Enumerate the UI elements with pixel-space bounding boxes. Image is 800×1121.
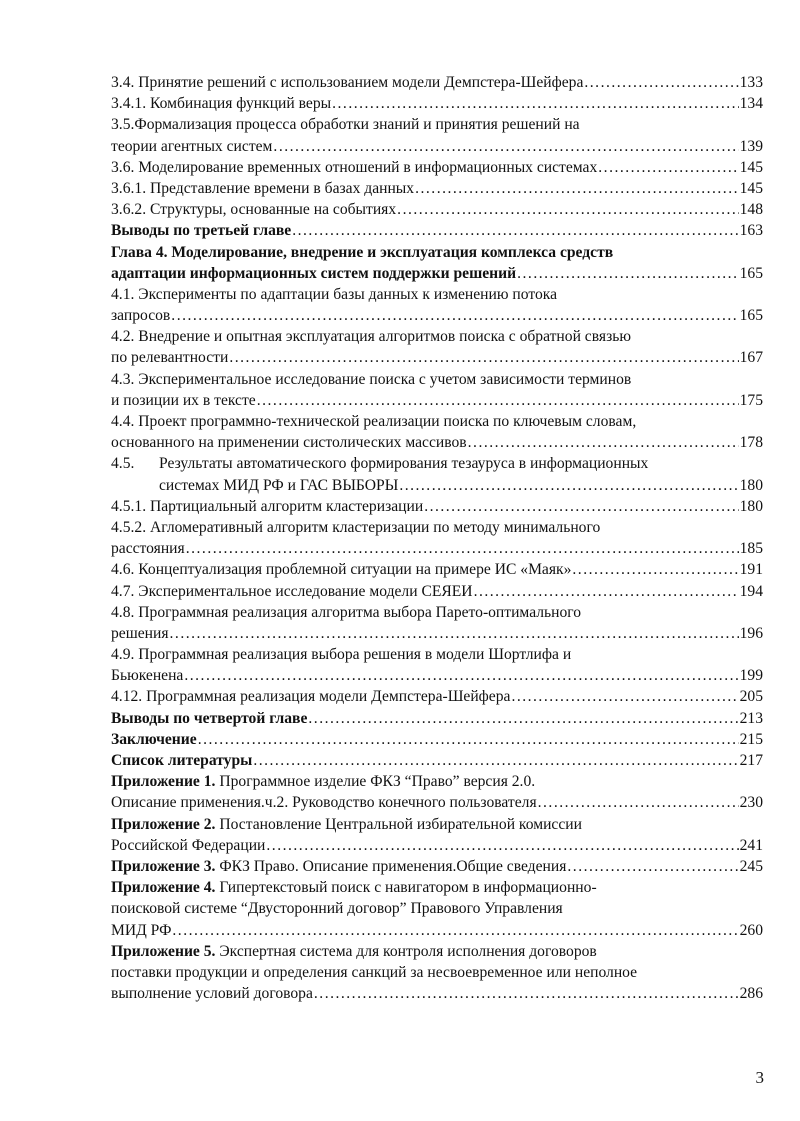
dot-leader: [257, 390, 739, 411]
toc-entry-lead: Приложение 5.: [111, 942, 216, 960]
toc-page-number: 134: [739, 95, 763, 113]
toc-page-number: 241: [739, 836, 763, 854]
toc-entry: [111, 157, 763, 178]
page-number: 3: [755, 1068, 764, 1087]
toc-entry: [111, 941, 763, 1005]
toc-entry: [111, 686, 763, 707]
dot-leader: [397, 199, 738, 220]
dot-leader: [253, 750, 738, 771]
dot-leader: [273, 136, 738, 157]
toc-entry-title: 3.4. Принятие решений с использованием модели Демпстера-Шейфера: [111, 74, 584, 91]
toc-entry-title: 4.4. Проект программно-технической реализации поиска по ключевым словам,: [111, 413, 637, 430]
toc-entry: [111, 559, 763, 580]
toc-entry-title: 4.1. Эксперименты по адаптации базы данных к изменению потока: [111, 285, 558, 303]
toc-page-number: 165: [739, 307, 763, 325]
dot-leader: [517, 263, 738, 284]
toc-page-number: 196: [739, 624, 763, 642]
toc-entry-title: Результаты автоматического формирования тезауруса в информационных: [159, 455, 649, 473]
toc-entry-title: 3.4.1. Комбинация функций веры: [111, 95, 332, 113]
toc-page-number: 205: [739, 688, 763, 706]
toc-entry: [111, 771, 763, 813]
toc-entry: [111, 72, 763, 93]
dot-leader: [538, 792, 739, 813]
toc-entry: [111, 581, 763, 602]
dot-leader: [170, 623, 739, 644]
toc-entry-title: основанного на применении систолических массивов: [111, 434, 467, 452]
toc-page-number: 213: [739, 709, 763, 727]
dot-leader: [474, 581, 739, 602]
toc-entry-title: 4.5.2. Агломеративный алгоритм кластеризации по методу минимального: [111, 518, 601, 536]
toc-page-number: 180: [739, 497, 763, 515]
toc-entry-title: Выводы по четвертой главе: [111, 709, 308, 727]
dot-leader: [399, 475, 738, 496]
toc-page-number: 199: [739, 667, 763, 685]
toc-page-number: 167: [739, 349, 763, 367]
toc-entry: [111, 602, 763, 644]
toc-entry-title: Описание применения.ч.2. Руководство конечного пользователя: [111, 794, 537, 812]
toc-entry: [111, 178, 763, 199]
dot-leader: [266, 835, 738, 856]
toc-entry: [111, 453, 763, 495]
toc-entry-title: 4.6. Концептуализация проблемной ситуации на примере ИС «Маяк»: [111, 561, 572, 579]
dot-leader: [567, 856, 738, 877]
toc-entry: [111, 729, 763, 750]
toc-page-number: 245: [739, 857, 763, 875]
toc-page-number: 178: [739, 434, 763, 452]
dot-leader: [198, 729, 739, 750]
toc-entry-lead: Приложение 3.: [111, 857, 216, 875]
toc-entry-title: адаптации информационных систем поддержки решений: [111, 264, 517, 282]
toc-entry-title: 4.7. Экспериментальное исследование модели СЕЯЕИ: [111, 582, 473, 600]
toc-entry: [111, 496, 763, 517]
toc-entry: [111, 517, 763, 559]
toc-entry-title: 4.12. Программная реализация модели Демпстера-Шейфера: [111, 688, 511, 706]
dot-leader: [172, 920, 738, 941]
toc-entry: [111, 750, 763, 771]
toc-entry-number: 4.5.: [111, 455, 135, 473]
toc-entry-lead: Приложение 4.: [111, 879, 216, 897]
toc-entry: [111, 877, 763, 941]
dot-leader: [314, 983, 739, 1004]
dot-leader: [511, 686, 738, 707]
toc-entry: [111, 644, 763, 686]
toc-entry-lead: Приложение 2.: [111, 815, 216, 833]
toc-page-number: 230: [739, 794, 763, 812]
dot-leader: [415, 178, 739, 199]
toc-entry: [111, 708, 763, 729]
toc-entry-title: поставки продукции и определения санкций за несвоевременное или неполное: [111, 963, 638, 981]
toc-entry-title: 3.5.Формализация процесса обработки знаний и принятия решений на: [111, 116, 580, 134]
toc-entry-title: поисковой системе “Двусторонний договор” Правового Управления: [111, 900, 563, 918]
toc-entry-title: расстояния: [111, 540, 185, 558]
toc-entry-title: 4.8. Программная реализация алгоритма выбора Парето-оптимального: [111, 603, 582, 621]
toc-entry-title: 4.5.1. Партициальный алгоритм кластеризации: [111, 497, 424, 515]
toc-page-number: 145: [739, 179, 763, 197]
toc-entry-title: 3.6. Моделирование временных отношений в информационных системах: [111, 158, 598, 176]
toc-page-number: 165: [739, 264, 763, 282]
toc-entry-title: 4.9. Программная реализация выбора решения в модели Шортлифа и: [111, 646, 572, 664]
toc-entry-title: Список литературы: [111, 752, 253, 769]
toc-entry-title: запросов: [111, 307, 171, 325]
toc-page-number: 194: [739, 582, 763, 600]
toc-entry: [111, 326, 763, 368]
toc-entry-title: Выводы по третьей главе: [111, 222, 292, 240]
toc-entry-title: решения: [111, 624, 169, 642]
toc-entry-title: 3.6.1. Представление времени в базах данных: [111, 179, 415, 197]
dot-leader: [308, 708, 738, 729]
toc-page-number: 191: [739, 561, 763, 579]
toc-page-number: 139: [739, 137, 763, 155]
toc-page-number: 163: [739, 222, 763, 240]
toc-entry-title: Заключение: [111, 730, 197, 748]
toc-entry: [111, 411, 763, 453]
toc-entry: [111, 199, 763, 220]
toc-entry-title: Постановление Центральной избирательной комиссии: [215, 815, 582, 833]
toc-entry-title: Программное изделие ФКЗ “Право” версия 2.0.: [215, 773, 536, 791]
dot-leader: [598, 157, 738, 178]
toc-entry: [111, 242, 763, 284]
toc-entry-title: МИД РФ: [111, 921, 172, 939]
toc-entry: [111, 856, 763, 877]
toc-page-number: 145: [739, 158, 763, 176]
toc-entry-title: ФКЗ Право. Описание применения.Общие сведения: [215, 857, 567, 875]
toc-entry-title: 3.6.2. Структуры, основанные на событиях: [111, 201, 397, 219]
toc-entry: [111, 220, 763, 241]
toc-entry: [111, 814, 763, 856]
dot-leader: [186, 538, 739, 559]
dot-leader: [468, 432, 739, 453]
toc-page-number: 217: [739, 752, 763, 769]
toc-page-number: 260: [739, 921, 763, 939]
toc-entry-title: системах МИД РФ и ГАС ВЫБОРЫ: [159, 476, 399, 494]
table-of-contents: [111, 72, 763, 1004]
toc-page-number: 180: [739, 476, 763, 494]
toc-entry-title: выполнение условий договора: [111, 985, 313, 1003]
dot-leader: [572, 559, 738, 580]
dot-leader: [584, 72, 738, 93]
toc-entry-lead: Приложение 1.: [111, 773, 216, 791]
toc-entry-title: Бьюкенена: [111, 667, 184, 685]
toc-entry-title: Глава 4. Моделирование, внедрение и эксплуатация комплекса средств: [111, 243, 614, 261]
toc-entry-title: Гипертекстовый поиск с навигатором в информационно-: [215, 879, 597, 897]
dot-leader: [424, 496, 738, 517]
toc-page-number: 148: [739, 201, 763, 219]
toc-entry-title: и позиции их в тексте: [111, 391, 256, 409]
toc-entry: [111, 284, 763, 326]
toc-page-number: 133: [739, 74, 763, 91]
toc-page-number: 185: [739, 540, 763, 558]
dot-leader: [184, 665, 738, 686]
toc-entry-title: 4.2. Внедрение и опытная эксплуатация алгоритмов поиска с обратной связью: [111, 328, 631, 346]
dot-leader: [171, 305, 738, 326]
toc-entry: [111, 369, 763, 411]
dot-leader: [229, 347, 738, 368]
toc-entry: [111, 93, 763, 114]
toc-entry-title: 4.3. Экспериментальное исследование поиска с учетом зависимости терминов: [111, 370, 632, 388]
toc-entry-title: по релевантности: [111, 349, 229, 367]
toc-page-number: 175: [739, 391, 763, 409]
dot-leader: [292, 220, 738, 241]
toc-page-number: 286: [739, 985, 763, 1003]
toc-entry-title: Экспертная система для контроля исполнения договоров: [215, 942, 597, 960]
toc-entry-title: Российской Федерации: [111, 836, 266, 854]
toc-entry: [111, 114, 763, 156]
toc-entry-title: теории агентных систем: [111, 137, 273, 155]
toc-page-number: 215: [739, 730, 763, 748]
dot-leader: [332, 93, 738, 114]
